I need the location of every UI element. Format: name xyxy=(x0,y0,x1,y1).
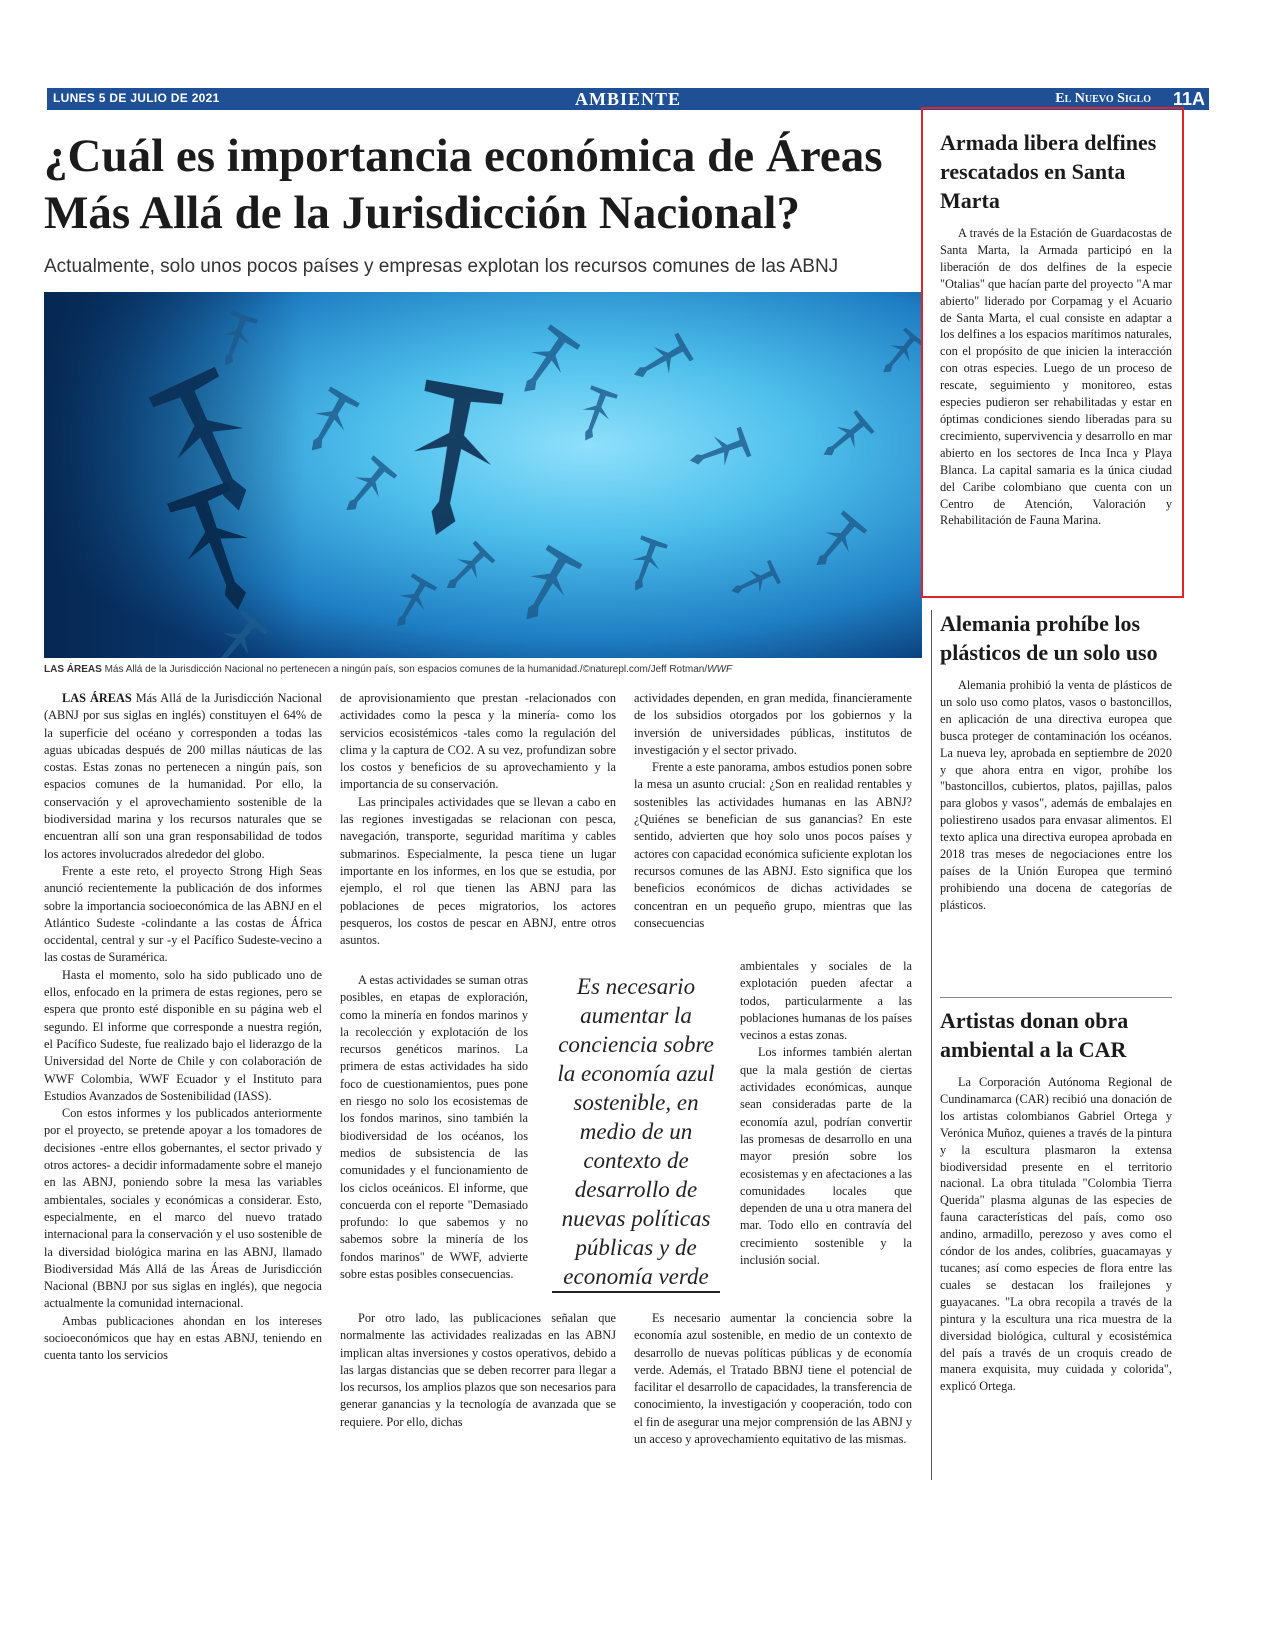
article-paragraph: Las principales actividades que se llevan a cabo en las regiones investigadas se relacionan con pesca, navegación, transporte, seguridad marítima y cables submarinos. Especialmente, la pesca tiene un lugar importante en los informes, en los que se estudia, por ejemplo, el rol que tienen las ABNJ para las poblaciones de peces migratorios, los actores pesqueros, los costos de pescar en ABNJ, entre otros asuntos. xyxy=(340,794,616,948)
hammerhead-sharks-image xyxy=(44,292,922,658)
article-subhead: Actualmente, solo unos pocos países y empresas explotan los recursos comunes de las ABNJ xyxy=(44,256,839,277)
lead-label: LAS ÁREAS xyxy=(62,691,132,705)
article-column-2-mid xyxy=(340,972,528,1308)
highlight-box xyxy=(921,107,1184,598)
article-paragraph: Frente a este reto, el proyecto Strong High Seas anunció recientemente la publicación de dos informes sobre la importancia socioeconómica de las ABNJ en el Atlántico Sudeste -colindante a las costas de África occidental, central y sur -y el Pacífico Sudeste-vecino a las costas de Suramérica. xyxy=(44,863,322,965)
brief-paragraph: Alemania prohibió la venta de plásticos de un solo uso como platos, vasos o bastoncillos, en aplicación de una directiva europea que busca proteger de contaminación los océanos. La nueva ley, aprobada en septiembre de 2020 y que ahora entra en vigor, prohíbe los "bastoncillos, cubiertos, platos, pajillas, palos para globos y vasos", además de embalajes en poliestireno usados para envasar alimentos. El texto aplica una directiva europea aprobada en 2018 tras meses de negociaciones entre los países de la Unión Europea que terminó prohibiendo una docena de categorías de plásticos. xyxy=(940,678,1172,912)
article-paragraph: Hasta el momento, solo ha sido publicado uno de ellos, enfocado en la primera de estas regiones, pero se espera que pronto esté disponible en su página web el segundo. El informe que corresponde a nuestra región, el Pacífico Sudeste, fue realizado bajo el liderazgo de la Universidad del Norte de Chile y con colaboración de WWF Colombia, WWF Ecuador y el Instituto para Estudios Avanzados de Sostenibilidad (IASS). xyxy=(44,967,322,1103)
article-paragraph: Por otro lado, las publicaciones señalan que normalmente las actividades realizadas en las ABNJ implican altas inversiones y costos operativos, debido a las largas distancias que se deben recorrer para llegar a los recursos, los amplios plazos que son necesarios para generar ganancias y la tecnología de avanzada que se requiere. Por ello, dichas xyxy=(340,1311,616,1429)
article-paragraph: Ambas publicaciones ahondan en los intereses socioeconómicos que hay en estas ABNJ, teniendo en cuenta tanto los servicios xyxy=(44,1313,322,1363)
section-title: AMBIENTE xyxy=(574,89,681,109)
article-paragraph: Frente a este panorama, ambos estudios ponen sobre la mesa un asunto crucial: ¿Son en realidad rentables y sostenibles las actividades humanas en las ABNJ? ¿Quiénes se benefician de sus ganancias? En este sentido, advierten que hoy solo unos pocos países y actores con capacidad económica suficiente explotan los recursos comunes de las ABNJ. Esto significa que los beneficios económicos de dichas actividades se concentran en un pequeño grupo, mientras que las consecuencias xyxy=(634,760,912,930)
article-paragraph: A estas actividades se suman otras posibles, en etapas de exploración, como la minería en fondos marinos y la recolección y explotación de los recursos genéticos marinos. La primera de estas actividades ha sido foco de cuestionamientos, pues pone en riesgo no solo los ecosistemas de los fondos marinos, sino también la biodiversidad de los océanos, los medios de subsistencia de las comunidades y el funcionamiento de los ciclos oceánicos. El informe, que concuerda con el reporte "Demasiado profundo: lo que sabemos y no sabemos sobre la minería de los fondos marinos" de WWF, advierte sobre estas posibles consecuencias. xyxy=(340,973,528,1282)
lead-text: Más Allá de la Jurisdicción Nacional (ABNJ por sus siglas en inglés) constituyen el 64% de la superficie del océano y corresponden a todas las aguas ubicadas después de 200 millas náuticas de las costas. Estas zonas no pertenecen a ningún país, son espacios comunes de la humanidad. Por ello, la conservación y el aprovechamiento sostenible de la biodiversidad marina y los recursos naturales que se encuentran allí son una gran responsabilidad de todos los actores involucrados alrededor del globo. xyxy=(44,691,322,861)
article-column-3-bottom xyxy=(634,1310,912,1482)
article-column-3-top xyxy=(634,690,912,954)
brief-separator xyxy=(940,997,1172,998)
article-paragraph: actividades dependen, en gran medida, financieramente de los subsidios otorgados por los gobiernos y la inversión de universidades públicas, institutos de investigación y el sector privado. xyxy=(634,691,912,757)
sharks-photo xyxy=(44,292,922,658)
brief-alemania xyxy=(940,609,1172,914)
brief-paragraph: A través de la Estación de Guardacostas de Santa Marta, la Armada participó en la liberación de dos delfines de la especie "Otalias" que hacían parte del proyecto "A mar abierto" liderado por Corpamag y el Acuario de Santa Marta, el cual consiste en adaptar a los delfines a los espacios marítimos naturales, con el propósito de que inicien la interacción con otras especies. Luego de un proceso de rescate, seguimiento y monitoreo, estas especies pudieron ser rehabilitadas y estar en óptimas condiciones siendo liberadas para su crecimiento, supervivencia y desarrollo en mar abierto en los sectores de Inca Inca y Playa Blanca. La capital samaria es la única ciudad del Caribe colombiano que cuenta con un Centro de Atención, Valoración y Rehabilitación de Fauna Marina. xyxy=(940,226,1172,528)
newspaper-name: El Nuevo Siglo xyxy=(1055,91,1151,106)
brief-title: Alemania prohíbe los plásticos de un solo uso xyxy=(940,611,1158,665)
brief-body xyxy=(940,1074,1172,1395)
article-paragraph: de aprovisionamiento que prestan -relacionados con actividades como la pesca y la minería- como los servicios ecosistémicos -tales como la regulación del clima y la captura de CO2. A su vez, profundizan sobre los costos y beneficios de su aprovechamiento y la importancia de su conservación. xyxy=(340,691,616,792)
article-paragraph: Es necesario aumentar la conciencia sobre la economía azul sostenible, en medio de un contexto de desarrollo de nuevas políticas públicas y de economía verde. Además, el Tratado BBNJ tiene el potencial de facilitar el desarrollo de capacidades, la transferencia de conocimiento, la investigación y cooperación, todo con el fin de asegurar una mejor comprensión de las ABNJ y un acceso y aprovechamiento equitativo de las mismas. xyxy=(634,1311,912,1447)
brief-body xyxy=(940,677,1172,914)
caption-label: LAS ÁREAS xyxy=(44,664,102,675)
brief-paragraph: La Corporación Autónoma Regional de Cundinamarca (CAR) recibió una donación de los artistas colombianos Gabriel Ortega y Verónica Muñoz, quienes a través de la pintura y la escultura plasmaron la extensa biodiversidad presente en el territorio nacional. La obra titulada "Colombia Tierra Querida" plasma algunas de las especies de fauna características del país, como oso andino, armadillo, perezoso y aves como el cóndor de los andes, colibríes, guacamayas y tucanes; así como especies de flora entre las cuales se destacan los frailejones y guayacanes. "La obra recopila a través de la pintura y la escultura una rica muestra de la diversidad biológica, cultural y ecosistémica del país a través de un croquis creado de manera exquisita, muy cuidada y colorida", explicó Ortega. xyxy=(940,1075,1172,1394)
brief-title: Artistas donan obra ambiental a la CAR xyxy=(940,1008,1129,1062)
photo-caption xyxy=(44,664,924,675)
article-paragraph: ambientales y sociales de la explotación pueden afectar a todos, particularmente a las poblaciones humanas de los países vecinos a estas zonas. xyxy=(740,959,912,1043)
pull-quote: Es necesario aumentar la conciencia sobre la economía azul sostenible, en medio de un contexto de desarrollo de nuevas políticas públicas y de economía verde xyxy=(557,974,715,1289)
article-column-2-bottom xyxy=(340,1310,616,1482)
caption-agency: WWF xyxy=(707,664,733,675)
sidebar-divider xyxy=(931,610,932,1480)
issue-date: LUNES 5 DE JULIO DE 2021 xyxy=(53,91,220,105)
pull-quote-rule xyxy=(552,1291,720,1293)
article-column-3-mid xyxy=(740,958,912,1308)
brief-title: Armada libera delfines rescatados en Santa Marta xyxy=(940,130,1157,213)
page-number: 11A xyxy=(1172,89,1205,109)
article-column-2-top xyxy=(340,690,616,966)
article-paragraph: Con estos informes y los publicados anteriormente por el proyecto, se pretende apoyar a los tomadores de decisiones -entre ellos gobernantes, el sector privado y otros actores- a decidir informadamente sobre el manejo en las ABNJ, poniendo sobre la mesa las variables ambientales, sociales y económicas a considerar. Esto, especialmente, en el marco del nuevo tratado internacional para la conservación y el uso sostenible de la diversidad biológica marina en las ABNJ, llamado Biodiversidad Más Allá de las Áreas de Jurisdicción Nacional (BBNJ por sus siglas en inglés), que negocia actualmente la comunidad internacional. xyxy=(44,1106,322,1311)
article-paragraph: Los informes también alertan que la mala gestión de ciertas actividades económicas, aunque sean consideradas parte de la economía azul, podrían convertir las promesas de desarrollo en una mayor presión sobre los ecosistemas y en afectaciones a las comunidades locales que dependen de una u otra manera del mar. Todo ello en contravía del crecimiento sostenible y la inclusión social. xyxy=(740,1045,912,1268)
article-paragraph xyxy=(44,690,322,863)
article-column-1 xyxy=(44,690,322,1480)
brief-artistas xyxy=(940,1006,1172,1395)
caption-text: Más Allá de la Jurisdicción Nacional no pertenecen a ningún país, son espacios comunes de la humanidad./©naturepl.com/Jeff Rotman/ xyxy=(101,664,708,675)
article-headline: ¿Cuál es importancia económica de Áreas Más Allá de la Jurisdicción Nacional? xyxy=(44,130,883,239)
